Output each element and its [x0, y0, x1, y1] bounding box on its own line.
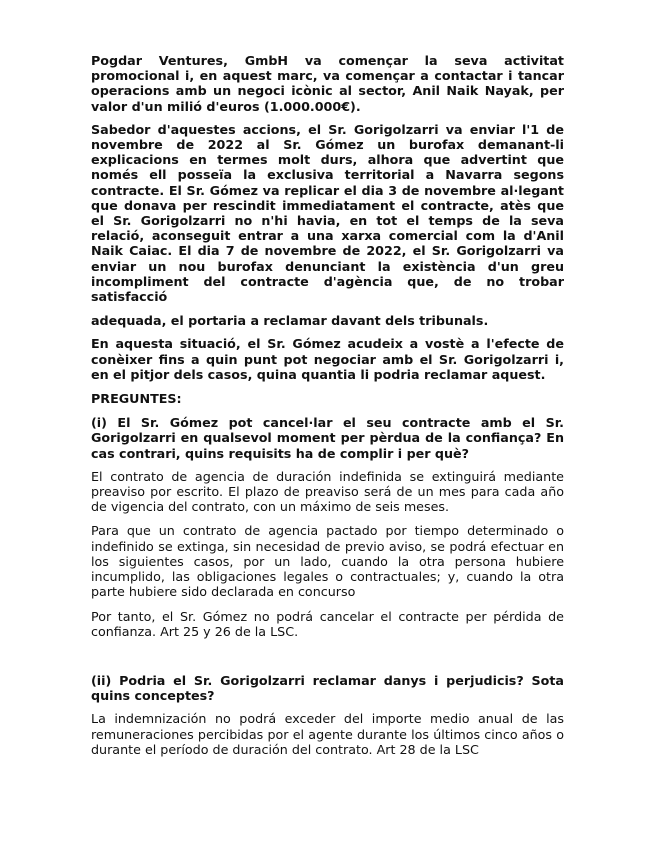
- paragraph-background: Pogdar Ventures, GmbH va començar la seva activitat promocional i, en aquest marc, va començar a contactar i tancar operacions amb un negoci icònic al sector, Anil Naik Nayak, per valor d'un milió d'euros (1.000.000€).: [91, 53, 564, 114]
- paragraph-burofax-dispute: Sabedor d'aquestes accions, el Sr. Gorigolzarri va enviar l'1 de novembre de 2022 al Sr. Gómez un burofax demanant-li explicacions en termes molt durs, alhora que advertint que només ell posseïa la exclusiva territorial a Navarra segons contracte. El Sr. Gómez va replicar el dia 3 de novembre al·legant que donava per rescindit immediatament el contracte, atès que el Sr. Gorigolzarri no n'hi havia, en tot el temps de la seva relació, aconseguit entrar a una xarxa comercial com la d'Anil Naik Caiac. El dia 7 de novembre de 2022, el Sr. Gorigolzarri va enviar un nou burofax denunciant la existència d'un greu incompliment del contracte d'agència que, de no trobar satisfacció: [91, 121, 564, 305]
- paragraph-client-request: En aquesta situació, el Sr. Gómez acudeix a vostè a l'efecte de conèixer fins a quin punt pot negociar amb el Sr. Gorigolzarri i, en el pitjor dels casos, quina quantia li podria reclamar aquest.: [91, 336, 564, 382]
- question-1: (i) El Sr. Gómez pot cancel·lar el seu contracte amb el Sr. Gorigolzarri en qualsevol moment per pèrdua de la confiança? En cas contrari, quins requisits ha de complir i per què?: [91, 415, 564, 461]
- document-page: [91, 53, 564, 757]
- question-2: (ii) Podria el Sr. Gorigolzarri reclamar danys i perjudicis? Sota quins conceptes?: [91, 672, 564, 704]
- questions-heading: PREGUNTES:: [91, 391, 182, 407]
- answer-2-indemnizacion: La indemnización no podrá exceder del importe medio anual de las remuneraciones percibidas por el agente durante los últimos cinco años o durante el período de duración del contrato. Art 28 de la LSC: [91, 711, 564, 757]
- answer-1-preaviso: El contrato de agencia de duración indefinida se extinguirá mediante preaviso por escrito. El plazo de preaviso será de un mes para cada año de vigencia del contrato, con un máximo de seis meses.: [91, 468, 564, 515]
- answer-1-conclusion: Por tanto, el Sr. Gómez no podrá cancelar el contracte per pérdida de confianza. Art 25 y 26 de la LSC.: [91, 608, 564, 639]
- answer-1-extincion: Para que un contrato de agencia pactado por tiempo determinado o indefinido se extinga, sin necesidad de previo aviso, se podrá efectuar en los siguientes casos, por un lado, cuando la otra persona hubiere incumplido, las obligaciones legales o contractuales; y, cuando la otra parte hubiere sido declarada en concurso: [91, 523, 564, 600]
- paragraph-continuation: adequada, el portaria a reclamar davant dels tribunals.: [91, 313, 489, 329]
